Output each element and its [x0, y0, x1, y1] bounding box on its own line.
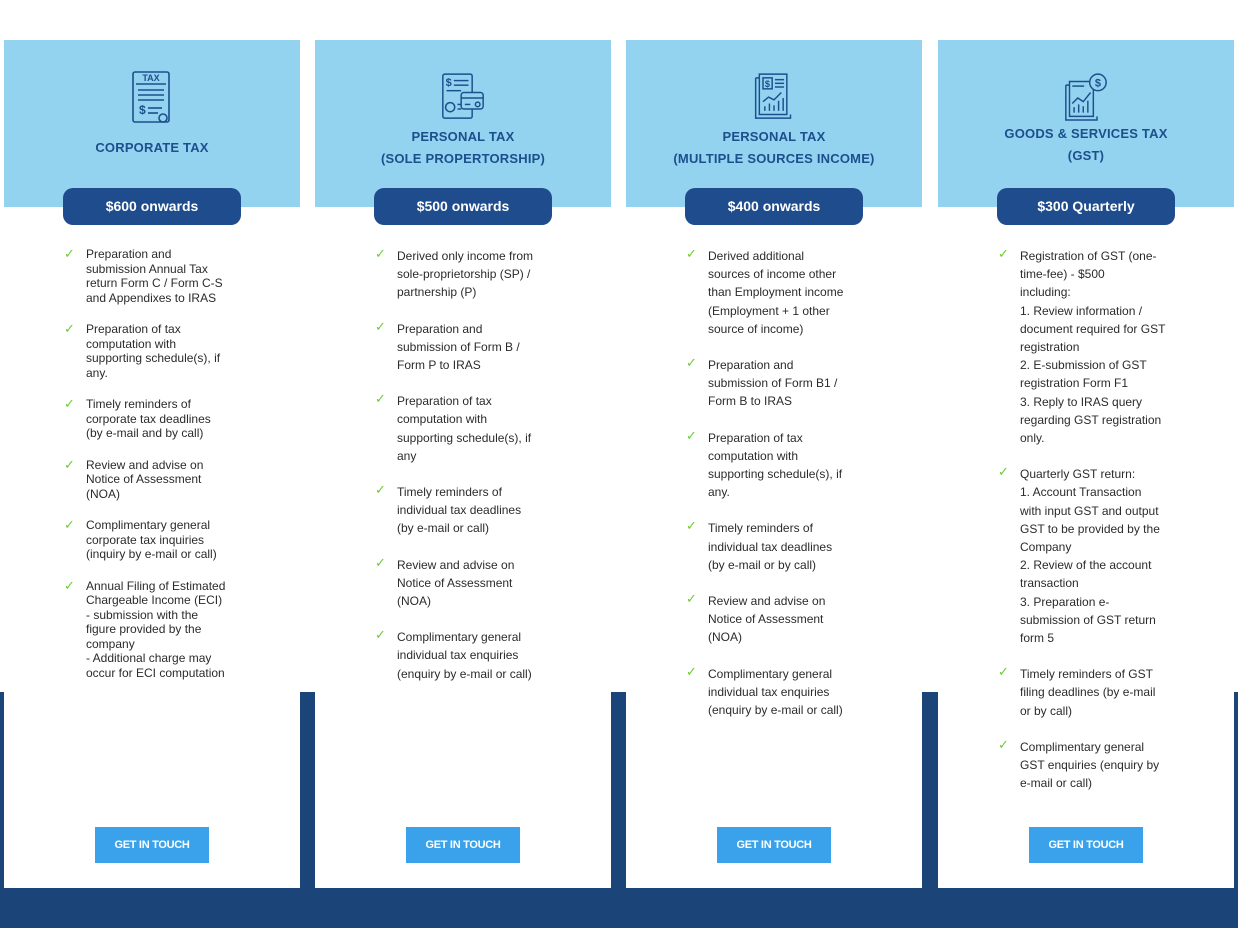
feature-text: Timely reminders of individual tax deadlines (by e-mail or call) [397, 485, 522, 536]
feature-text: Preparation and submission of Form B / Form P to IRAS [397, 321, 520, 373]
svg-text:$: $ [764, 79, 770, 89]
feature-item [64, 397, 289, 441]
card-personal-tax-sole [315, 40, 611, 888]
get-in-touch-button[interactable]: GET IN TOUCH [95, 827, 209, 863]
check-icon: ✓ [64, 321, 75, 336]
check-icon: ✓ [375, 627, 386, 643]
check-icon: ✓ [998, 246, 1009, 261]
check-icon: ✓ [375, 246, 386, 261]
card-personal-tax-multiple [626, 40, 922, 888]
feature-text: Timely reminders of individual tax deadlines (by e-mail or by call) [708, 521, 833, 572]
feature-item [375, 628, 600, 683]
check-icon: ✓ [686, 427, 697, 443]
feature-list [375, 247, 600, 683]
price-pill: $600 onwards [63, 188, 241, 225]
feature-item [64, 579, 289, 681]
feature-item [998, 247, 1223, 447]
svg-text:TAX: TAX [142, 73, 160, 83]
financial-report-icon [752, 70, 796, 126]
card-title-line: (GST) [1067, 148, 1105, 163]
check-icon: ✓ [998, 664, 1009, 680]
feature-item [64, 518, 289, 562]
tax-document-icon [130, 70, 174, 126]
card-title [315, 126, 611, 170]
feature-item [375, 247, 600, 302]
check-icon: ✓ [375, 318, 386, 334]
card-title [626, 126, 922, 170]
feature-item [64, 322, 289, 380]
check-icon: ✓ [375, 554, 386, 570]
feature-text: Review and advise on Notice of Assessment (NOA) [397, 557, 515, 609]
price-pill: $400 onwards [685, 188, 863, 225]
feature-item [998, 738, 1223, 793]
feature-item [998, 665, 1223, 720]
invoice-card-icon [441, 70, 485, 126]
check-icon: ✓ [64, 396, 75, 411]
get-in-touch-button[interactable]: GET IN TOUCH [717, 827, 831, 863]
feature-text: Quarterly GST return: 1. Account Transaction with input GST and output GST to be provided by the Company 2. Review of the account transaction 3. Preparation e- submission of GST return form 5 [1020, 467, 1160, 646]
check-icon: ✓ [64, 246, 75, 261]
feature-text: Preparation of tax computation with supporting schedule(s), if any. [708, 430, 843, 500]
feature-item [375, 392, 600, 465]
feature-text: Preparation and submission of Form B1 / Form B to IRAS [708, 358, 838, 409]
feature-text: Timely reminders of corporate tax deadlines (by e-mail and by call) [86, 397, 211, 440]
card-title-line: (SOLE PROPERTORSHIP) [380, 151, 546, 166]
card-header [4, 40, 300, 207]
check-icon: ✓ [686, 355, 697, 371]
card-corporate-tax [4, 40, 300, 888]
card-title [938, 123, 1234, 167]
feature-item [686, 592, 911, 647]
svg-text:$: $ [445, 77, 452, 90]
check-icon: ✓ [64, 577, 75, 593]
svg-text:$: $ [139, 103, 146, 117]
check-icon: ✓ [375, 482, 386, 498]
get-in-touch-button[interactable]: GET IN TOUCH [406, 827, 520, 863]
feature-list [998, 247, 1223, 792]
feature-text: Derived only income from sole-proprietorship (SP) / partnership (P) [397, 249, 534, 300]
card-title [4, 137, 300, 159]
feature-item [64, 458, 289, 502]
feature-text: Preparation of tax computation with supporting schedule(s), if any. [86, 322, 221, 380]
check-icon: ✓ [998, 464, 1009, 480]
check-icon: ✓ [64, 456, 75, 472]
card-title-line: PERSONAL TAX [722, 129, 826, 144]
feature-text: Timely reminders of GST filing deadlines (by e-mail or by call) [1020, 667, 1156, 718]
feature-text: Review and advise on Notice of Assessment (NOA) [708, 594, 826, 645]
price-pill: $300 Quarterly [997, 188, 1175, 225]
feature-text: Complimentary general corporate tax inquiries (inquiry by e-mail or call) [86, 518, 217, 561]
feature-item [686, 247, 911, 338]
get-in-touch-button[interactable]: GET IN TOUCH [1029, 827, 1143, 863]
feature-item [375, 320, 600, 375]
check-icon: ✓ [686, 246, 697, 261]
check-icon: ✓ [686, 518, 697, 534]
card-title-line: GOODS & SERVICES TAX [1004, 126, 1168, 141]
feature-text: Complimentary general individual tax enquiries (enquiry by e-mail or call) [708, 666, 843, 718]
feature-text: Review and advise on Notice of Assessment (NOA) [86, 457, 204, 501]
check-icon: ✓ [375, 391, 386, 407]
dollar-chart-icon [1064, 70, 1108, 126]
feature-text: Preparation of tax computation with supporting schedule(s), if any [397, 394, 532, 463]
card-title-line: PERSONAL TAX [411, 129, 515, 144]
feature-item [998, 465, 1223, 647]
card-title-line: (MULTIPLE SOURCES INCOME) [673, 151, 875, 166]
card-goods-services-tax [938, 40, 1234, 888]
card-title-line: CORPORATE TAX [95, 140, 209, 155]
feature-item [686, 356, 911, 411]
card-header [626, 40, 922, 207]
feature-item [375, 556, 600, 611]
svg-text:$: $ [1094, 77, 1101, 90]
feature-list [686, 247, 911, 719]
card-header [315, 40, 611, 207]
feature-item [64, 247, 289, 305]
feature-list [64, 247, 289, 680]
feature-item [375, 483, 600, 538]
feature-text: Complimentary general individual tax enquiries (enquiry by e-mail or call) [397, 630, 532, 681]
feature-text: Preparation and submission Annual Tax return Form C / Form C-S and Appendixes to IRAS [86, 247, 223, 305]
feature-item [686, 665, 911, 720]
check-icon: ✓ [998, 736, 1009, 752]
check-icon: ✓ [64, 517, 75, 532]
price-pill: $500 onwards [374, 188, 552, 225]
feature-text: Registration of GST (one- time-fee) - $500 including: 1. Review information / document required for GST registration 2. E-submission of GST registration Form F1 3. Reply to IRAS query regarding GST registration only. [1020, 249, 1166, 446]
feature-text: Derived additional sources of income other than Employment income (Employment + 1 other source of income) [708, 249, 844, 336]
card-header [938, 40, 1234, 207]
feature-item [686, 519, 911, 574]
feature-text: Complimentary general GST enquiries (enquiry by e-mail or call) [1020, 739, 1160, 791]
feature-text: Annual Filing of Estimated Chargeable Income (ECI) - submission with the figure provided by the company - Additional charge may occur for ECI computation [86, 578, 226, 680]
check-icon: ✓ [686, 663, 697, 679]
check-icon: ✓ [686, 591, 697, 607]
feature-item [686, 429, 911, 502]
